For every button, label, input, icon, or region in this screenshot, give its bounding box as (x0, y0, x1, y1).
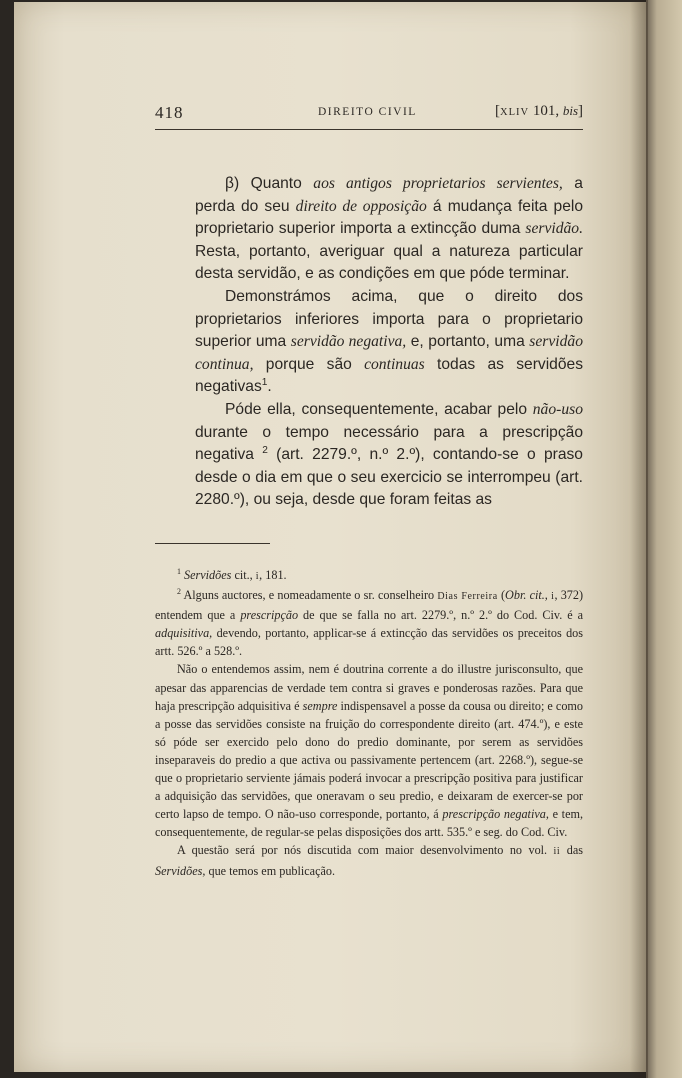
section-bis: bis (562, 103, 578, 118)
paragraph-2: Demonstrámos acima, que o direito dos proprietarios inferiores importa para o proprietario superior uma servidão negativa, e, portanto, uma servidão continua, porque são continuas todas as servidões negativas$^1$. (195, 287, 583, 396)
page-header (155, 103, 583, 125)
footnote-2: $^2$ Alguns auctores, e nomeadamente o sr. conselheiro Dias Ferreira (Obr. cit., i, 372) entendem que a prescripção de que se falla no art. 2279.º, n.º 2.º do Cod. Civ. é a adquisitiva, devendo, portanto, applicar-se á extincção das servidões os preceitos dos artt. 526.º a 528.º. (155, 587, 584, 659)
section-roman: XLIV (500, 107, 530, 118)
paragraph-1: β) Quanto aos antigos proprietarios servientes, a perda do seu direito de opposição á mudança feita pelo proprietario superior importa a extincção duma servidão. Resta, portanto, averiguar qual a natureza particular desta servidão, e as condições em que póde terminar. (195, 175, 583, 283)
footnote-2-closing: A questão será por nós discutida com maior desenvolvimento no vol. ii das Servidões, que temos em publicação. (155, 843, 584, 878)
page-number: 418 (155, 103, 184, 122)
spine-shadow (630, 0, 648, 1078)
footnote-1: $^1$ Servidões cit., i, 181. (177, 566, 287, 582)
running-title: DIREITO CIVIL (318, 106, 417, 118)
header-rule (155, 129, 583, 130)
footnote-2-continued: Não o entendemos assim, nem é doutrina corrente a do illustre jurisconsulto, que apesar das apparencias de verdade tem contra si graves e ponderosas razões. Para que haja prescripção adquisitiva é sempre indispensavel a posse da cousa ou direito; e como a posse das servidões consiste na fruição do correspondente direito (art. 474.º), e este só póde ser exercido pelo dono do predio dominante, por serem as servidões inseparaveis do predio a que activa ou passivamente pertencem (art. 2268.º), segue-se que o proprietario serviente jámais poderá invocar a prescripção positiva para justificar a adquisição das servidões, que oneravam o seu predio, e deixaram de exercer-se por certo lapso de tempo. O não-uso corresponde, portanto, á prescripção negativa, e tem, consequentemente, de regular-se pelas disposições dos artt. 535.º e seg. do Cod. Civ. (155, 662, 584, 840)
page (14, 2, 646, 1072)
section-number: 101, (532, 103, 560, 119)
footnote-rule (155, 543, 270, 544)
footnote-ref-1: 1 (261, 377, 268, 389)
facing-page-edge (646, 0, 682, 1078)
body-text (195, 173, 583, 512)
paragraph-3: Póde ella, consequentemente, acabar pelo não-uso durante o tempo necessário para a prescripção negativa $^2$ (art. 2279.º, n.º 2.º), contando-se o praso desde o dia em que o seu exercicio se interrompeu (art. 2280.º), ou seja, desde que foram feitas as (195, 400, 583, 509)
footnote-ref-2: 2 (262, 444, 268, 456)
section-reference: [XLIV 101, bis] (495, 103, 583, 119)
footnotes (155, 566, 583, 880)
